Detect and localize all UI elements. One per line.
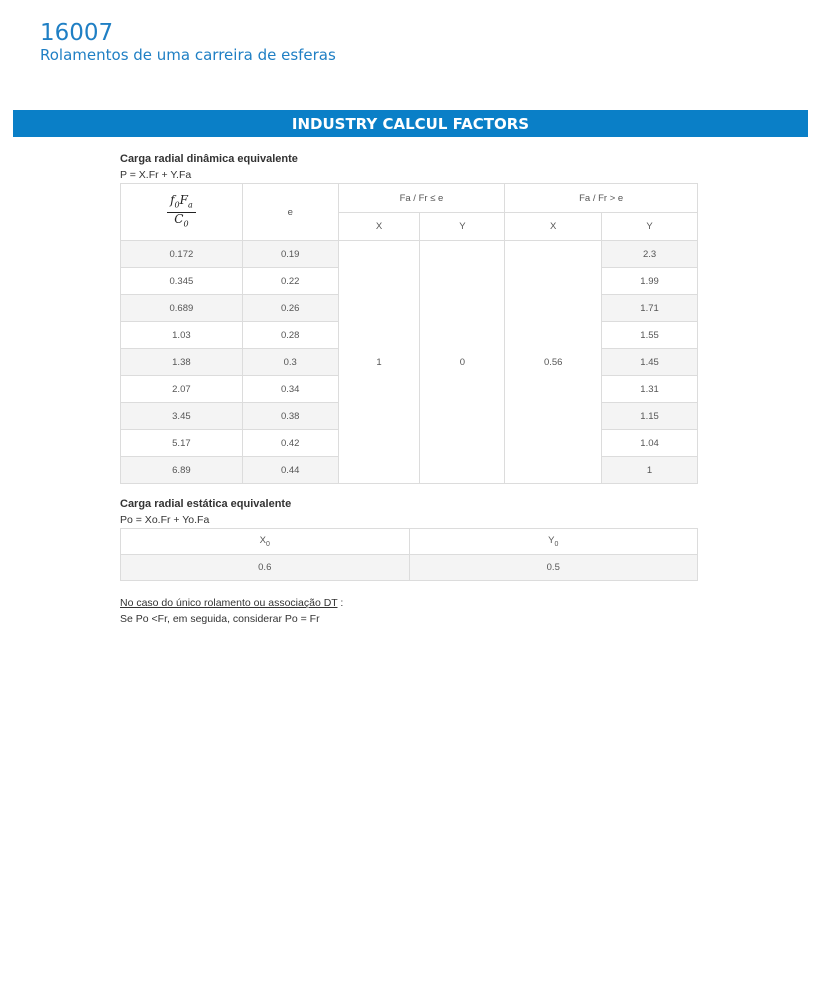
static-load-formula: Po = Xo.Fr + Yo.Fa xyxy=(120,514,210,526)
note-text: Se Po <Fr, em seguida, considerar Po = Fr xyxy=(120,613,320,625)
ratio-header xyxy=(121,184,243,241)
ratio-cell: 3.45 xyxy=(121,403,243,430)
y2-header: Y xyxy=(602,213,698,241)
ratio-cell: 6.89 xyxy=(121,457,243,484)
dynamic-load-title: Carga radial dinâmica equivalente xyxy=(120,153,298,165)
e-cell: 0.28 xyxy=(242,322,338,349)
section-banner: INDUSTRY CALCUL FACTORS xyxy=(13,110,808,137)
group-header-gt: Fa / Fr > e xyxy=(505,184,698,213)
group-header-le: Fa / Fr ≤ e xyxy=(338,184,505,213)
ratio-cell: 2.07 xyxy=(121,376,243,403)
note-heading: No caso do único rolamento ou associação DT : xyxy=(120,597,344,609)
y2-cell: 1.45 xyxy=(602,349,698,376)
e-cell: 0.19 xyxy=(242,241,338,268)
e-cell: 0.44 xyxy=(242,457,338,484)
static-load-title: Carga radial estática equivalente xyxy=(120,498,292,510)
table-row xyxy=(121,241,698,268)
e-header: e xyxy=(242,184,338,241)
ratio-cell: 0.172 xyxy=(121,241,243,268)
ratio-cell: 0.689 xyxy=(121,295,243,322)
e-cell: 0.26 xyxy=(242,295,338,322)
y2-cell: 1.04 xyxy=(602,430,698,457)
y2-cell: 2.3 xyxy=(602,241,698,268)
ratio-cell: 0.345 xyxy=(121,268,243,295)
x1-header: X xyxy=(338,213,420,241)
y2-cell: 1.71 xyxy=(602,295,698,322)
product-code: 16007 xyxy=(40,20,114,46)
x2-merged-cell: 0.56 xyxy=(505,241,602,484)
y1-merged-cell: 0 xyxy=(420,241,505,484)
y2-cell: 1.99 xyxy=(602,268,698,295)
e-cell: 0.38 xyxy=(242,403,338,430)
dynamic-load-formula: P = X.Fr + Y.Fa xyxy=(120,169,192,181)
ratio-fraction: $\frac{f_0F_a}{C_0}$ xyxy=(167,194,196,230)
y2-cell: 1.15 xyxy=(602,403,698,430)
product-subtitle: Rolamentos de uma carreira de esferas xyxy=(40,46,336,64)
e-cell: 0.3 xyxy=(242,349,338,376)
y0-value: 0.5 xyxy=(409,555,698,581)
static-factors-table xyxy=(120,528,698,581)
x0-header: $X_0$ xyxy=(121,529,410,555)
e-cell: 0.34 xyxy=(242,376,338,403)
y2-cell: 1.31 xyxy=(602,376,698,403)
x2-header: X xyxy=(505,213,602,241)
y2-cell: 1 xyxy=(602,457,698,484)
x1-merged-cell: 1 xyxy=(338,241,420,484)
y2-cell: 1.55 xyxy=(602,322,698,349)
y1-header: Y xyxy=(420,213,505,241)
ratio-cell: 5.17 xyxy=(121,430,243,457)
ratio-cell: 1.38 xyxy=(121,349,243,376)
x0-value: 0.6 xyxy=(121,555,410,581)
e-cell: 0.22 xyxy=(242,268,338,295)
ratio-cell: 1.03 xyxy=(121,322,243,349)
e-cell: 0.42 xyxy=(242,430,338,457)
y0-header: $Y_0$ xyxy=(409,529,698,555)
dynamic-factors-table xyxy=(120,183,698,484)
